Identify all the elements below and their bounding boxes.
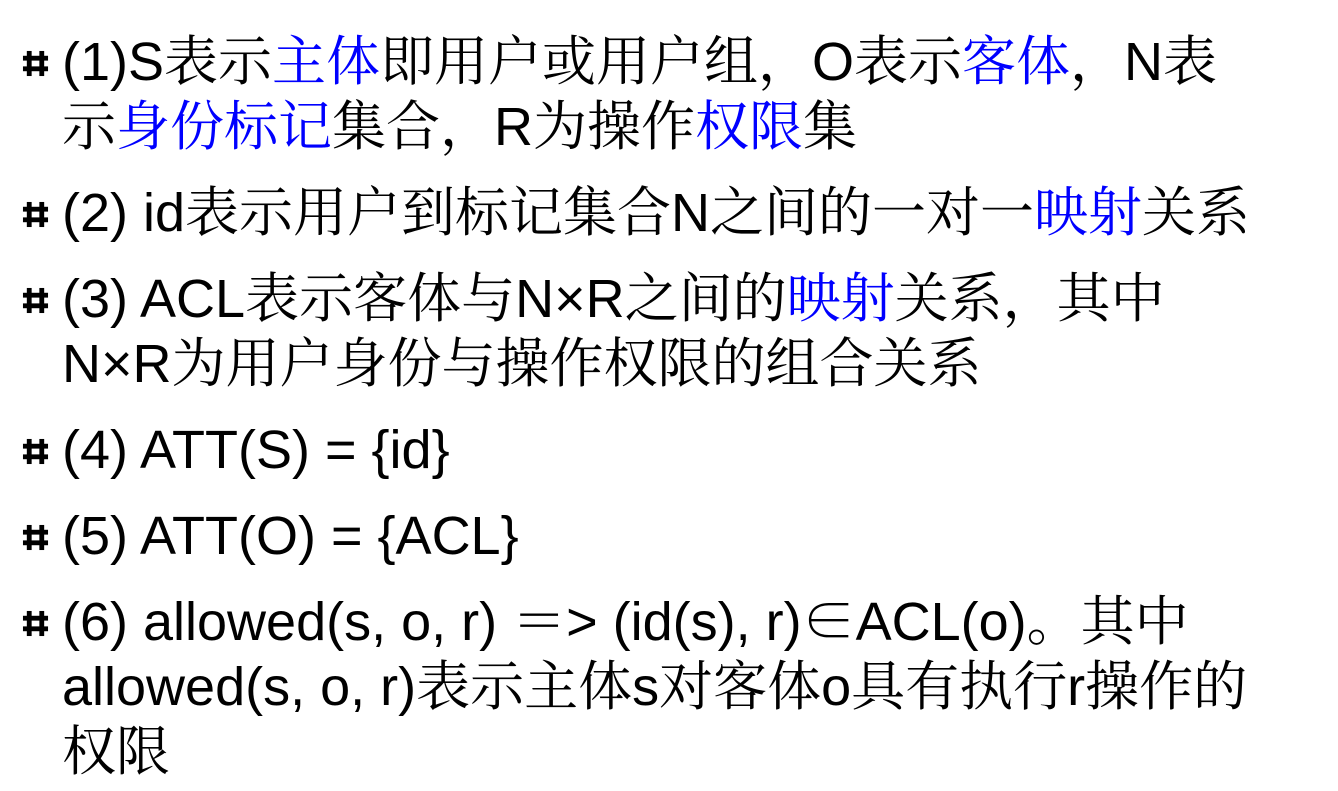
text-run: 关系 bbox=[1142, 183, 1251, 243]
text-run: (2) id表示用户到标记集合N之间的一对一 bbox=[62, 183, 1035, 243]
list-item bbox=[22, 504, 1332, 569]
text-run: (5) ATT(O) = {ACL} bbox=[62, 506, 519, 566]
text-run: 权限 bbox=[62, 722, 170, 782]
list-item bbox=[22, 267, 1332, 397]
text-run: (1)S表示 bbox=[62, 32, 273, 92]
bullet-list bbox=[22, 30, 1332, 785]
hash-square-icon bbox=[22, 524, 49, 551]
highlighted-term: 主体 bbox=[272, 32, 381, 92]
list-item-text bbox=[62, 267, 1332, 397]
list-item bbox=[22, 418, 1332, 483]
highlighted-term: 映射 bbox=[786, 269, 895, 329]
text-run: 关系，其中 bbox=[894, 269, 1165, 329]
list-item-text bbox=[62, 418, 1332, 483]
text-run: allowed(s, o, r)表示主体s对客体o具有执行r操作的 bbox=[62, 657, 1248, 717]
text-run: (6) allowed(s, o, r) ＝> (id(s), r)∈ACL(o)。其中 bbox=[62, 592, 1189, 652]
hash-square-icon bbox=[22, 50, 49, 77]
hash-square-icon bbox=[22, 610, 49, 637]
highlighted-term: 权限 bbox=[695, 97, 803, 157]
list-item bbox=[22, 30, 1332, 160]
highlighted-term: 映射 bbox=[1034, 183, 1143, 243]
highlighted-term: 客体 bbox=[962, 32, 1071, 92]
list-item bbox=[22, 181, 1332, 246]
list-item bbox=[22, 590, 1332, 785]
list-item-text bbox=[62, 504, 1332, 569]
text-run: 集 bbox=[803, 97, 857, 157]
text-run: (4) ATT(S) = {id} bbox=[62, 420, 450, 480]
list-item-text bbox=[62, 590, 1332, 785]
text-run: (3) ACL表示客体与N×R之间的 bbox=[62, 269, 787, 329]
hash-square-icon bbox=[22, 287, 49, 314]
hash-square-icon bbox=[22, 438, 49, 465]
list-item-text bbox=[62, 30, 1332, 160]
list-item-text bbox=[62, 181, 1332, 246]
text-run: N×R为用户身份与操作权限的组合关系 bbox=[62, 334, 982, 394]
text-run: 示 bbox=[62, 97, 116, 157]
hash-square-icon bbox=[22, 201, 49, 228]
text-run: 即用户或用户组，O表示 bbox=[380, 32, 963, 92]
text-run: ，N表 bbox=[1070, 32, 1218, 92]
highlighted-term: 身份标记 bbox=[116, 97, 332, 157]
text-run: 集合，R为操作 bbox=[332, 97, 695, 157]
